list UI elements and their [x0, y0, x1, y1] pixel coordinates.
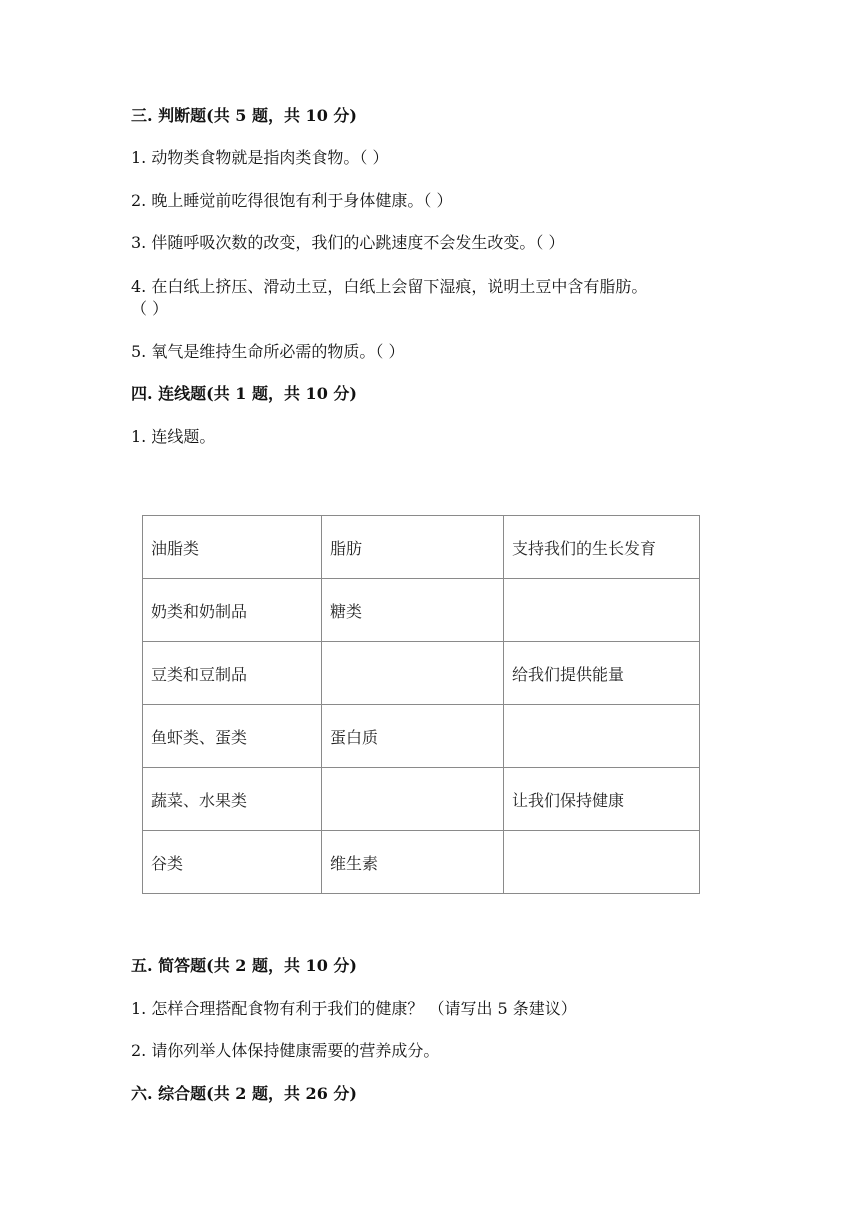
question-3-2: 2. 晚上睡觉前吃得很饱有利于身体健康。（ ）	[131, 191, 453, 210]
question-5-2: 2. 请你列举人体保持健康需要的营养成分。	[131, 1041, 440, 1060]
table-cell: 让我们保持健康	[504, 768, 700, 831]
table-cell: 豆类和豆制品	[143, 642, 322, 705]
table-row	[143, 768, 700, 831]
table-cell	[322, 642, 504, 705]
table-cell: 维生素	[322, 831, 504, 894]
question-5-1: 1. 怎样合理搭配食物有利于我们的健康？ （请写出 5 条建议）	[131, 999, 577, 1018]
table-cell: 谷类	[143, 831, 322, 894]
table-cell	[504, 831, 700, 894]
table-cell: 支持我们的生长发育	[504, 516, 700, 579]
table-row	[143, 831, 700, 894]
table-cell: 蛋白质	[322, 705, 504, 768]
question-3-3: 3. 伴随呼吸次数的改变，我们的心跳速度不会发生改变。（ ）	[131, 233, 565, 252]
table-cell: 给我们提供能量	[504, 642, 700, 705]
table-cell: 糖类	[322, 579, 504, 642]
table-cell	[504, 705, 700, 768]
table-row	[143, 642, 700, 705]
table-row	[143, 579, 700, 642]
question-3-5: 5. 氧气是维持生命所必需的物质。（ ）	[131, 342, 405, 361]
table-cell: 油脂类	[143, 516, 322, 579]
section-4-heading: 四. 连线题(共 1 题，共 10 分)	[131, 384, 357, 403]
table-cell	[322, 768, 504, 831]
question-3-1: 1. 动物类食物就是指肉类食物。（ ）	[131, 148, 389, 167]
section-6-heading: 六. 综合题(共 2 题，共 26 分)	[131, 1084, 357, 1103]
matching-table	[142, 515, 699, 890]
table-cell	[504, 579, 700, 642]
question-3-4-line2: （ ）	[131, 299, 169, 318]
table-cell: 奶类和奶制品	[143, 579, 322, 642]
table-cell: 蔬菜、水果类	[143, 768, 322, 831]
table-cell: 脂肪	[322, 516, 504, 579]
question-3-4-line1: 4. 在白纸上挤压、滑动土豆，白纸上会留下湿痕，说明土豆中含有脂肪。	[131, 277, 648, 296]
section-3-heading: 三. 判断题(共 5 题，共 10 分)	[131, 106, 357, 125]
section-5-heading: 五. 简答题(共 2 题，共 10 分)	[131, 956, 357, 975]
table-row	[143, 705, 700, 768]
table-cell: 鱼虾类、蛋类	[143, 705, 322, 768]
table-row	[143, 516, 700, 579]
question-4-1: 1. 连线题。	[131, 427, 216, 446]
